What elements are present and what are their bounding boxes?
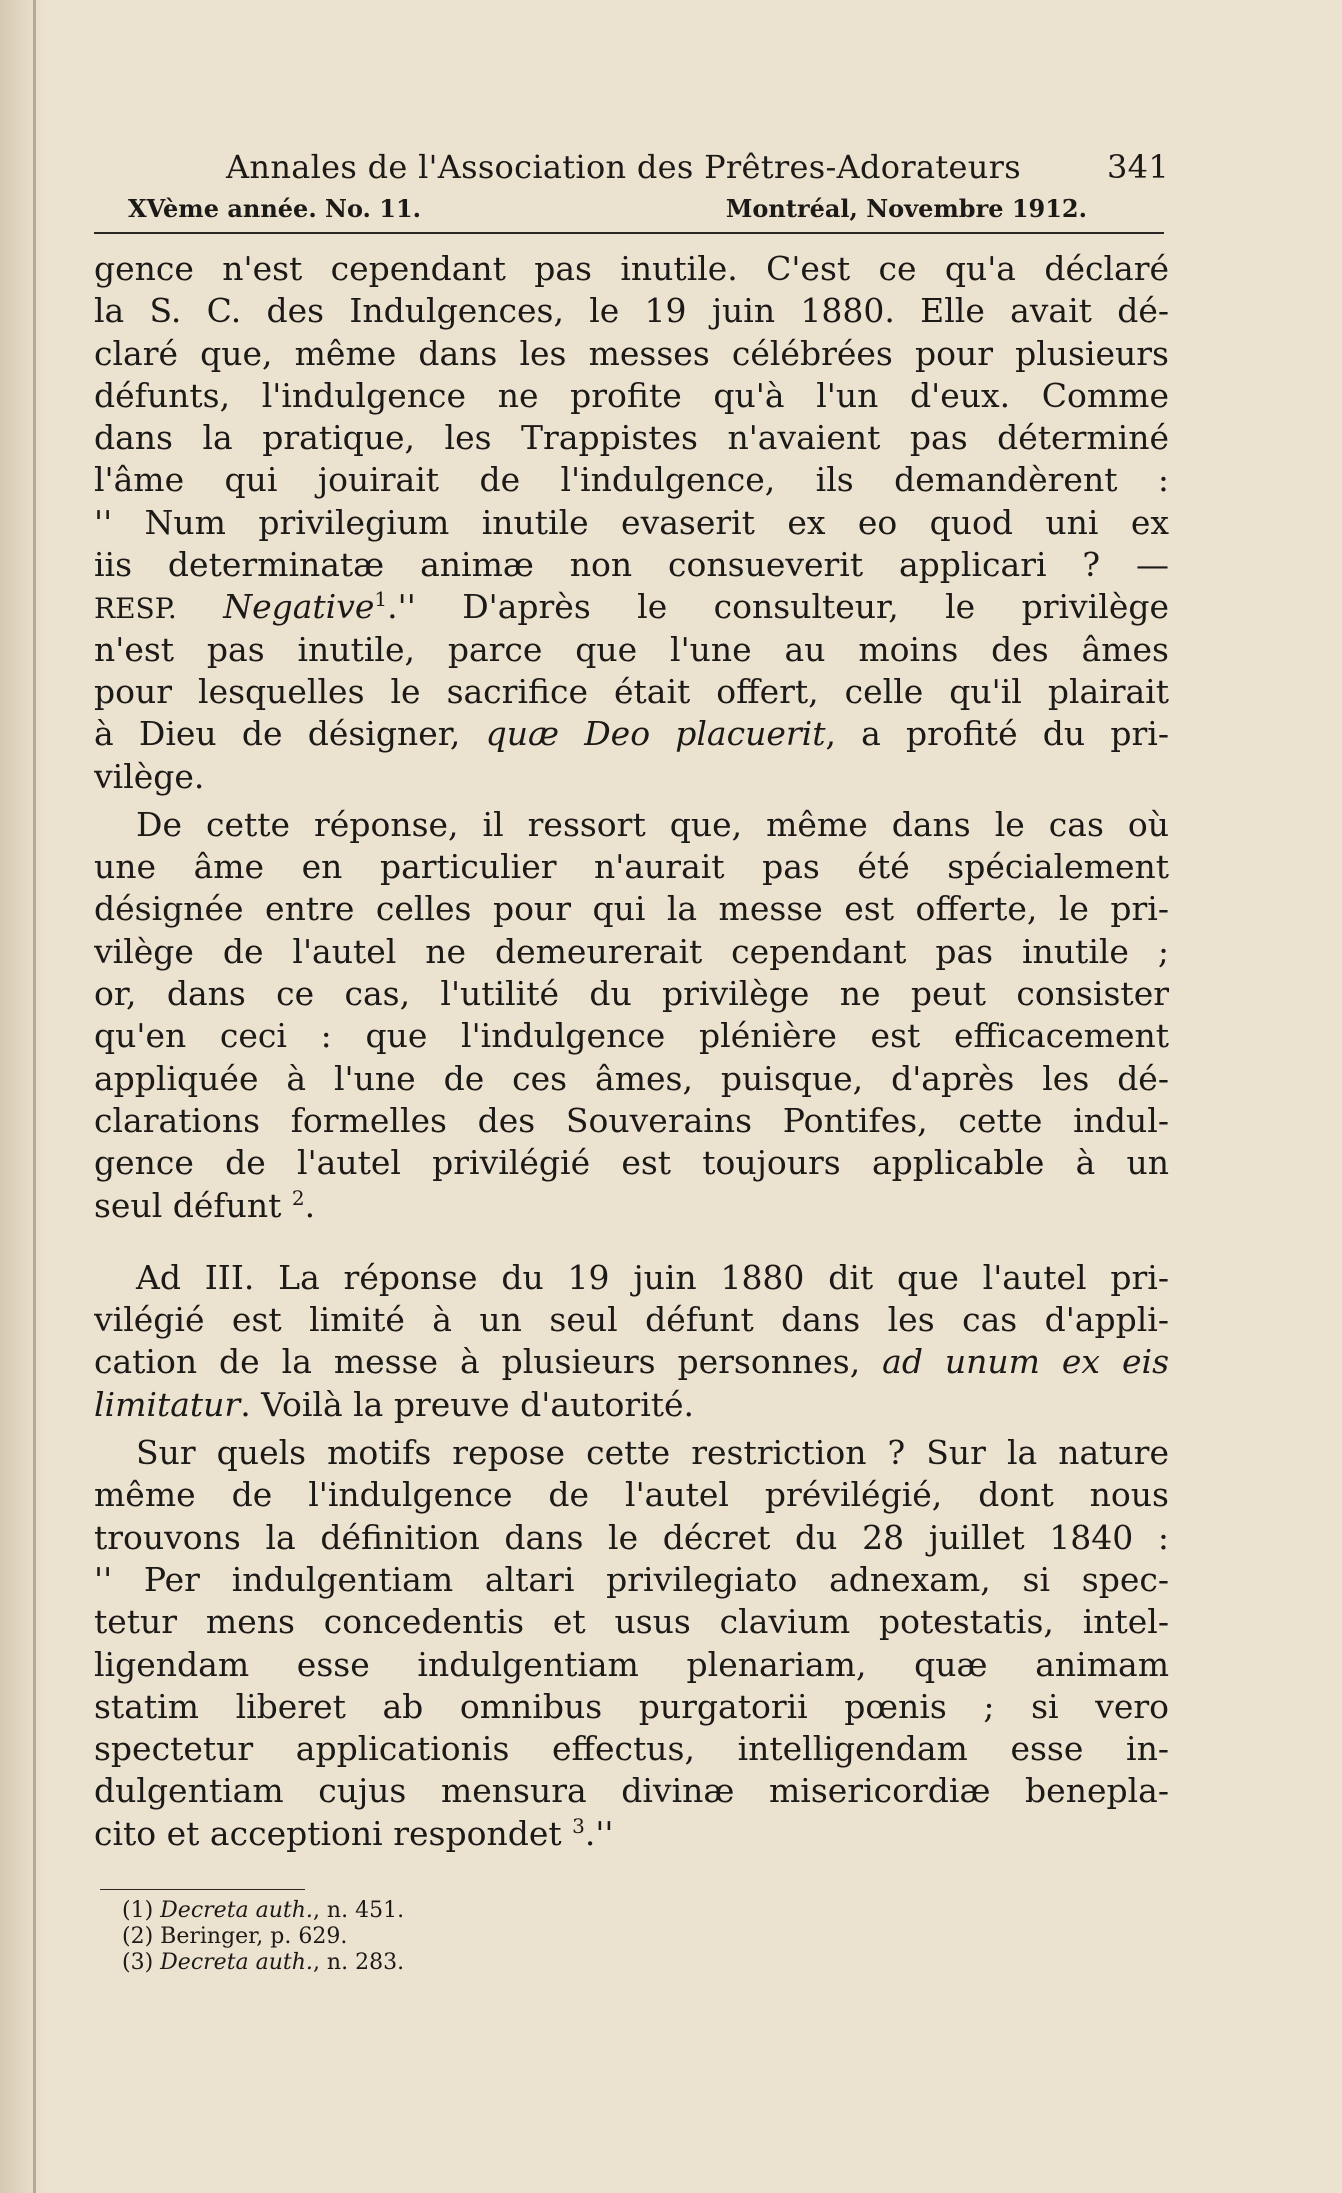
text-line: défunts, l'indulgence ne profite qu'à l'un d'eux. Comme bbox=[94, 375, 1169, 415]
text-line: l'âme qui jouirait de l'indulgence, ils demandèrent : bbox=[94, 460, 1169, 500]
negative-word: Negative bbox=[223, 587, 375, 627]
text-line: ligendam esse indulgentiam plenariam, quæ animam bbox=[94, 1644, 1169, 1684]
text-line: trouvons la définition dans le décret du 28 juillet 1840 : bbox=[94, 1517, 1169, 1557]
footnote: (1) Decreta auth., n. 451. bbox=[122, 1897, 405, 1923]
text-line: tetur mens concedentis et usus clavium potestatis, intel- bbox=[94, 1602, 1169, 1642]
header-rule bbox=[94, 232, 1164, 234]
text-line: à Dieu de désigner, quæ Deo placuerit, a profité du pri- bbox=[94, 714, 1169, 754]
text-line: or, dans ce cas, l'utilité du privilège ne peut consister bbox=[94, 974, 1169, 1014]
text-line: Ad III. La réponse du 19 juin 1880 dit que l'autel pri- bbox=[136, 1257, 1169, 1297]
text-line: '' Num privilegium inutile evaserit ex eo quod uni ex bbox=[94, 502, 1169, 542]
text-line: seul défunt $^2$. bbox=[94, 1185, 316, 1225]
text-line: RESP. Negative$^1$.'' D'après le consulteur, le privilège bbox=[94, 587, 1169, 627]
issue-line bbox=[94, 190, 1169, 226]
text-line: iis determinatæ animæ non consueverit applicari ? — bbox=[94, 545, 1169, 585]
footnote: (3) Decreta auth., n. 283. bbox=[122, 1949, 405, 1975]
text-line: '' Per indulgentiam altari privilegiato adnexam, si spec- bbox=[94, 1559, 1169, 1599]
text-line: vilège. bbox=[94, 756, 205, 796]
text-line: dans la pratique, les Trappistes n'avaient pas déterminé bbox=[94, 418, 1169, 458]
text-line: vilégié est limité à un seul défunt dans les cas d'appli- bbox=[94, 1300, 1169, 1340]
text-line: une âme en particulier n'aurait pas été spécialement bbox=[94, 847, 1169, 887]
text-line: vilège de l'autel ne demeurerait cependant pas inutile ; bbox=[94, 931, 1169, 971]
journal-title: Annales de l'Association des Prêtres-Adorateurs bbox=[226, 148, 1021, 186]
footnotes bbox=[122, 1898, 1169, 1976]
text-line: spectetur applicationis effectus, intelligendam esse in- bbox=[94, 1729, 1169, 1769]
issue-number: XVème année. No. 11. bbox=[128, 194, 422, 223]
text-line: limitatur. Voilà la preuve d'autorité. bbox=[94, 1384, 695, 1424]
text-line: claré que, même dans les messes célébrées pour plusieurs bbox=[94, 333, 1169, 373]
binding-edge bbox=[33, 0, 36, 2193]
text-line: cito et acceptioni respondet $^3$.'' bbox=[94, 1813, 614, 1853]
footnote-ref: 1 bbox=[374, 587, 388, 612]
footnote-rule bbox=[100, 1889, 305, 1890]
page bbox=[94, 148, 1169, 1976]
text-line: qu'en ceci : que l'indulgence plénière est efficacement bbox=[94, 1016, 1169, 1056]
footnote-ref: 3 bbox=[572, 1813, 585, 1838]
latin-phrase: limitatur bbox=[94, 1384, 241, 1424]
text-line: appliquée à l'une de ces âmes, puisque, d'après les dé- bbox=[94, 1058, 1169, 1098]
text-line: n'est pas inutile, parce que l'une au moins des âmes bbox=[94, 629, 1169, 669]
text-line: cation de la messe à plusieurs personnes, ad unum ex eis bbox=[94, 1342, 1169, 1382]
text-line: clarations formelles des Souverains Pontifes, cette indul- bbox=[94, 1100, 1169, 1140]
text-line: Sur quels motifs repose cette restriction ? Sur la nature bbox=[136, 1433, 1169, 1473]
text-line: De cette réponse, il ressort que, même dans le cas où bbox=[136, 804, 1169, 844]
text-line: dulgentiam cujus mensura divinæ misericordiæ benepla- bbox=[94, 1771, 1169, 1811]
text-line: gence de l'autel privilégié est toujours applicable à un bbox=[94, 1143, 1169, 1183]
text-line: la S. C. des Indulgences, le 19 juin 1880. Elle avait dé- bbox=[94, 291, 1169, 331]
text-line: même de l'indulgence de l'autel prévilégié, dont nous bbox=[94, 1475, 1169, 1515]
book-gutter bbox=[0, 0, 46, 2193]
footnote-ref: 2 bbox=[291, 1185, 305, 1210]
place-date: Montréal, Novembre 1912. bbox=[725, 194, 1087, 223]
latin-phrase: quæ Deo placuerit bbox=[485, 714, 826, 754]
resp-label: RESP. bbox=[94, 592, 177, 626]
text-line: statim liberet ab omnibus purgatorii pœnis ; si vero bbox=[94, 1686, 1169, 1726]
text-line: pour lesquelles le sacrifice était offert, celle qu'il plairait bbox=[94, 671, 1169, 711]
page-number: 341 bbox=[1107, 148, 1169, 186]
body-text bbox=[94, 248, 1169, 1855]
text-line: gence n'est cependant pas inutile. C'est ce qu'a déclaré bbox=[94, 249, 1169, 288]
latin-phrase: ad unum ex eis bbox=[882, 1342, 1169, 1382]
text-line: désignée entre celles pour qui la messe est offerte, le pri- bbox=[94, 889, 1169, 929]
running-header bbox=[94, 148, 1169, 190]
footnote: (2) Beringer, p. 629. bbox=[122, 1923, 348, 1949]
